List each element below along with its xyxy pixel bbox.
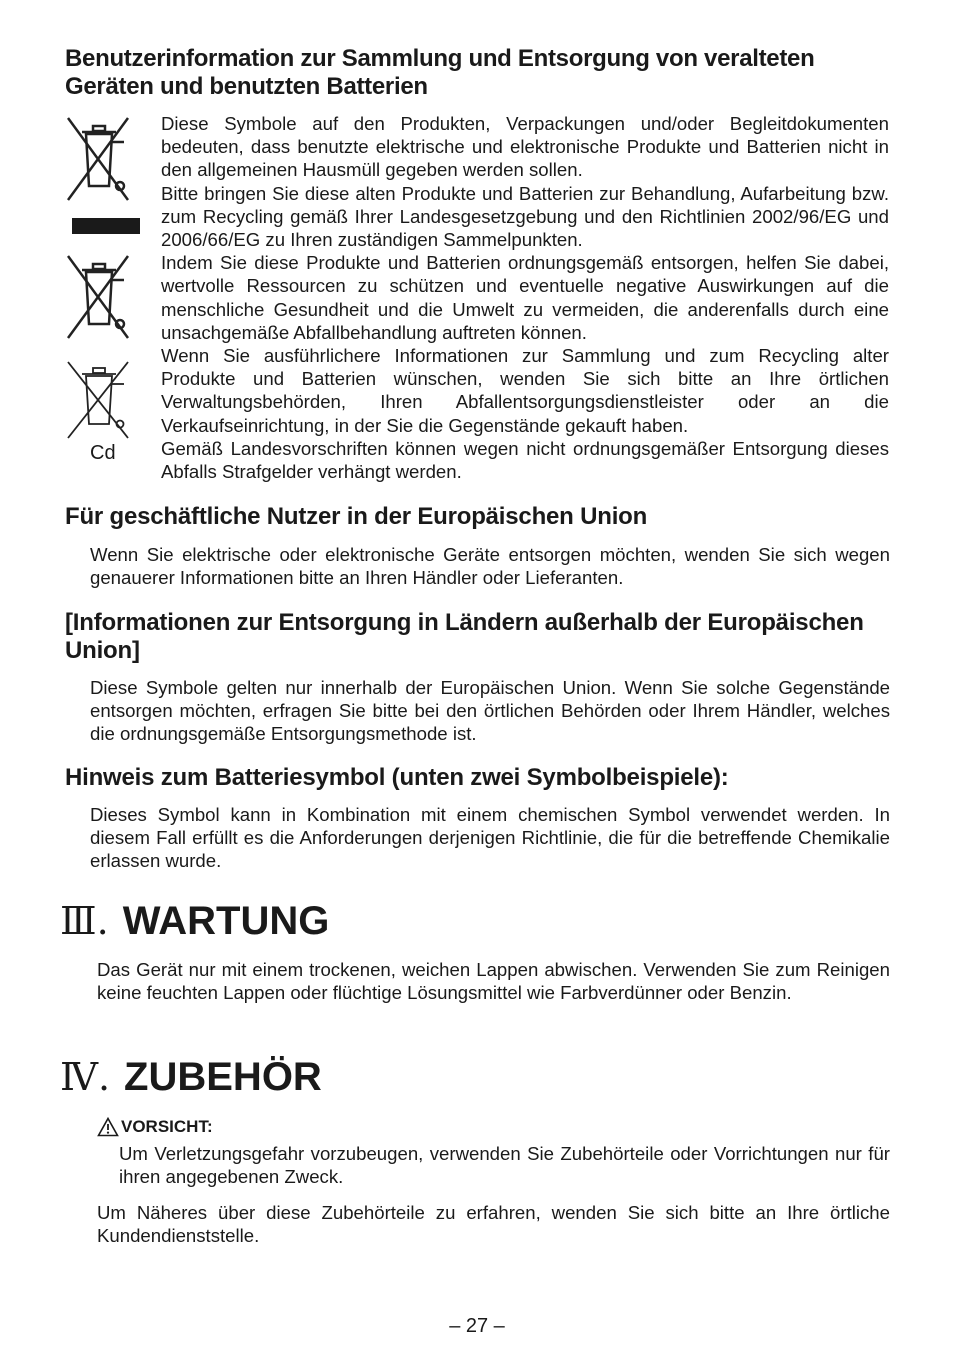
caution-text-label: VORSICHT: <box>121 1117 213 1136</box>
crossed-bin-icon <box>64 252 134 342</box>
warning-triangle-icon <box>97 1117 119 1137</box>
chemical-symbol-label: Cd <box>90 442 116 464</box>
intro-paragraph: Diese Symbole auf den Produkten, Verpackungen und/oder Begleitdokumenten bedeuten, dass benutzte elektrische und elektronische Produkte und Batterien nicht in den allgemeinen Hausmüll gegeben werden sollen. <box>161 113 889 181</box>
chapter-title: ZUBEHÖR <box>124 1055 322 1099</box>
disposal-intro <box>161 112 889 483</box>
crossed-bin-chemical-icon <box>64 358 134 442</box>
chapter-number: Ⅲ. <box>60 899 109 943</box>
chapter-accessories-heading <box>60 1054 322 1100</box>
outside-eu-text: Diese Symbole gelten nur innerhalb der Europäischen Union. Wenn Sie solche Gegenstände entsorgen möchten, erfragen Sie bitte bei den örtlichen Behörden oder Ihrem Händler, welches die ordnungsgemäße Entsorgungsmethode ist. <box>90 677 890 745</box>
business-users-heading: Für geschäftliche Nutzer in der Europäischen Union <box>65 503 648 530</box>
chapter-title: WARTUNG <box>122 899 330 943</box>
accessories-text: Um Näheres über diese Zubehörteile zu erfahren, wenden Sie sich bitte an Ihre örtliche Kundendienststelle. <box>97 1202 890 1247</box>
battery-symbol-heading: Hinweis zum Batteriesymbol (unten zwei Symbolbeispiele): <box>65 764 729 791</box>
caution-label <box>97 1116 213 1138</box>
intro-paragraph: Gemäß Landesvorschriften können wegen nicht ordnungsgemäßer Entsorgung dieses Abfalls Strafgelder verhängt werden. <box>161 437 889 483</box>
chapter-number: Ⅳ. <box>60 1055 111 1099</box>
business-users-text: Wenn Sie elektrische oder elektronische Geräte entsorgen möchten, wenden Sie sich wegen genauerer Informationen bitte an Ihren Händler oder Lieferanten. <box>90 544 890 589</box>
intro-paragraph: Wenn Sie ausführlichere Informationen zur Sammlung und zum Recycling alter Produkte und Batterien wünschen, wenden Sie sich bitte an Ihre örtlichen Verwaltungsbehörden, Ihren Abfallentsorgungsdienstleister oder an die Verkaufseinrichtung, in der Sie die Gegenstände gekauft haben. <box>161 345 889 436</box>
intro-paragraph: Indem Sie diese Produkte und Batterien ordnungsgemäß entsorgen, helfen Sie dabei, wertvolle Ressourcen zu schützen und eventuelle negative Auswirkungen auf die menschliche Gesundheit und die Umwelt zu vermeiden, die anderenfalls durch eine unsachgemäße Abfallbehandlung auftreten können. <box>161 252 889 343</box>
chapter-maintenance-heading <box>60 898 329 944</box>
disposal-symbols <box>64 114 150 474</box>
battery-symbol-text: Dieses Symbol kann in Kombination mit einem chemischen Symbol verwendet werden. In diesem Fall erfüllt es die Anforderungen derjenigen Richtlinie, die für die betreffende Chemikalie erlassen wurde. <box>90 804 890 872</box>
black-bar-icon <box>72 218 140 234</box>
maintenance-text: Das Gerät nur mit einem trockenen, weichen Lappen abwischen. Verwenden Sie zum Reinigen keine feuchten Lappen oder flüchtige Lösungsmittel wie Farbverdünner oder Benzin. <box>97 959 890 1004</box>
outside-eu-heading: [Informationen zur Entsorgung in Ländern außerhalb der Europäischen Union] <box>65 609 864 664</box>
page-number: – 27 – <box>449 1315 505 1337</box>
disposal-heading: Benutzerinformation zur Sammlung und Entsorgung von veralteten Geräten und benutzten Batterien <box>65 45 815 100</box>
crossed-bin-icon <box>64 114 134 204</box>
caution-text: Um Verletzungsgefahr vorzubeugen, verwenden Sie Zubehörteile oder Vorrichtungen nur für ihren angegebenen Zweck. <box>119 1143 890 1188</box>
intro-paragraph: Bitte bringen Sie diese alten Produkte und Batterien zur Behandlung, Aufarbeitung bzw. zum Recycling gemäß Ihrer Landesgesetzgebung und den Richtlinien 2002/96/EG und 2006/66/EG zu Ihren zuständigen Sammelpunkten. <box>161 182 889 251</box>
